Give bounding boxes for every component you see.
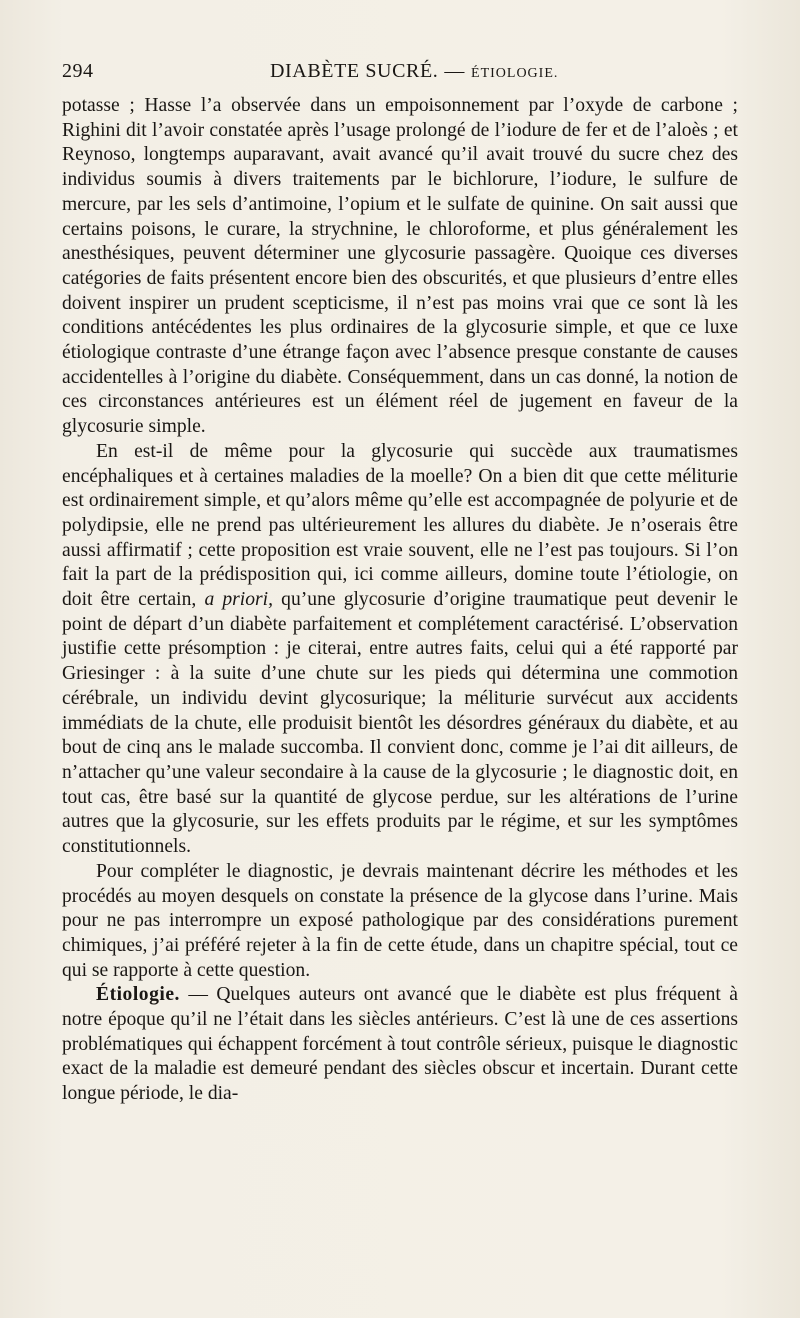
- body-text: [62, 94, 738, 1107]
- italic-a-priori: a priori,: [204, 589, 274, 611]
- paragraph-2: [62, 440, 738, 860]
- paragraph-4: [62, 983, 738, 1107]
- paragraph-2-text-a: En est-il de même pour la glycosurie qui succède aux traumatismes encéphaliques et à certaines maladies de la moelle? On a bien dit que cette méliturie est ordinairement simple, et qu’alors même qu’elle est accompagnée de polyurie et de polydipsie, elle ne prend pas ultérieurement les allures du diabète. Je n’oserais être aussi affirmatif ; cette proposition est vraie souvent, elle ne l’est pas toujours. Si l’on fait la part de la prédisposition qui, ici comme ailleurs, domine toute l’étiologie, on doit être certain,: [62, 440, 738, 611]
- paragraph-4-text: — Quelques auteurs ont avancé que le diabète est plus fréquent à notre époque qu’il ne l’était dans les siècles antérieurs. C’est là une de ces assertions problématiques qui échappent forcément à tout contrôle sérieux, puisque le diagnostic exact de la maladie est demeuré pendant des siècles obscur et incertain. Durant cette longue période, le dia-: [62, 984, 738, 1105]
- section-heading-etiologie: Étiologie.: [96, 984, 180, 1006]
- section-title: ÉTIOLOGIE.: [471, 66, 559, 81]
- paragraph-3: Pour compléter le diagnostic, je devrais maintenant décrire les méthodes et les procédés au moyen desquels on constate la présence de la glycose dans l’urine. Mais pour ne pas interrompre un exposé pathologique par des considérations purement chimiques, j’ai préféré rejeter à la fin de cette étude, dans un chapitre spécial, tout ce qui se rapporte à cette question.: [62, 860, 738, 981]
- running-header: [62, 56, 738, 86]
- running-title: [270, 60, 558, 83]
- paragraph-1: potasse ; Hasse l’a observée dans un empoisonnement par l’oxyde de carbone ; Righini dit l’avoir constatée après l’usage prolongé de l’iodure de fer et de l’aloès ; et Reynoso, longtemps auparavant, avait avancé qu’il avait trouvé du sucre chez des individus soumis à divers traitements par le bichlorure, l’iodure, le sulfure de mercure, par les sels d’antimoine, l’opium et le sulfate de quinine. On sait aussi que certains poisons, le curare, la strychnine, le chloroforme, et plus généralement les anesthésiques, peuvent déterminer une glycosurie passagère. Quoique ces diverses catégories de faits présentent encore bien des obscurités, et que plusieurs d’entre elles doivent inspirer un prudent scepticisme, il n’est pas moins vrai que ce sont là les conditions antécédentes les plus ordinaires de la glycosurie simple, et que ce luxe étiologique contraste d’une étrange façon avec l’absence presque constante de causes accidentelles à l’origine du diabète. Conséquemment, dans un cas donné, la notion de ces circonstances antérieures est un élément réel de jugement en faveur de la glycosurie simple.: [62, 95, 738, 438]
- page-number: 294: [62, 60, 94, 82]
- paragraph-2-text-b: qu’une glycosurie d’origine traumatique peut devenir le point de départ d’un diabète parfaitement et complétement caractérisé. L’observation justifie cette présomption : je citerai, entre autres faits, celui qui a été rapporté par Griesinger : à la suite d’une chute sur les pieds qui détermina une commotion cérébrale, un individu devint glycosurique; la méliturie survécut aux accidents immédiats de la chute, elle produisit bientôt les désordres généraux du diabète, et au bout de cinq ans le malade succomba. Il convient donc, comme je l’ai dit ailleurs, de n’attacher qu’une valeur secondaire à la cause de la glycosurie ; le diagnostic doit, en tout cas, être basé sur la quantité de glycose perdue, sur les altérations de l’urine autres que la glycosurie, sur les effets produits par le régime, et sur les symptômes constitutionnels.: [62, 589, 738, 858]
- title-dash: —: [444, 60, 466, 82]
- book-title: DIABÈTE SUCRÉ.: [270, 60, 439, 82]
